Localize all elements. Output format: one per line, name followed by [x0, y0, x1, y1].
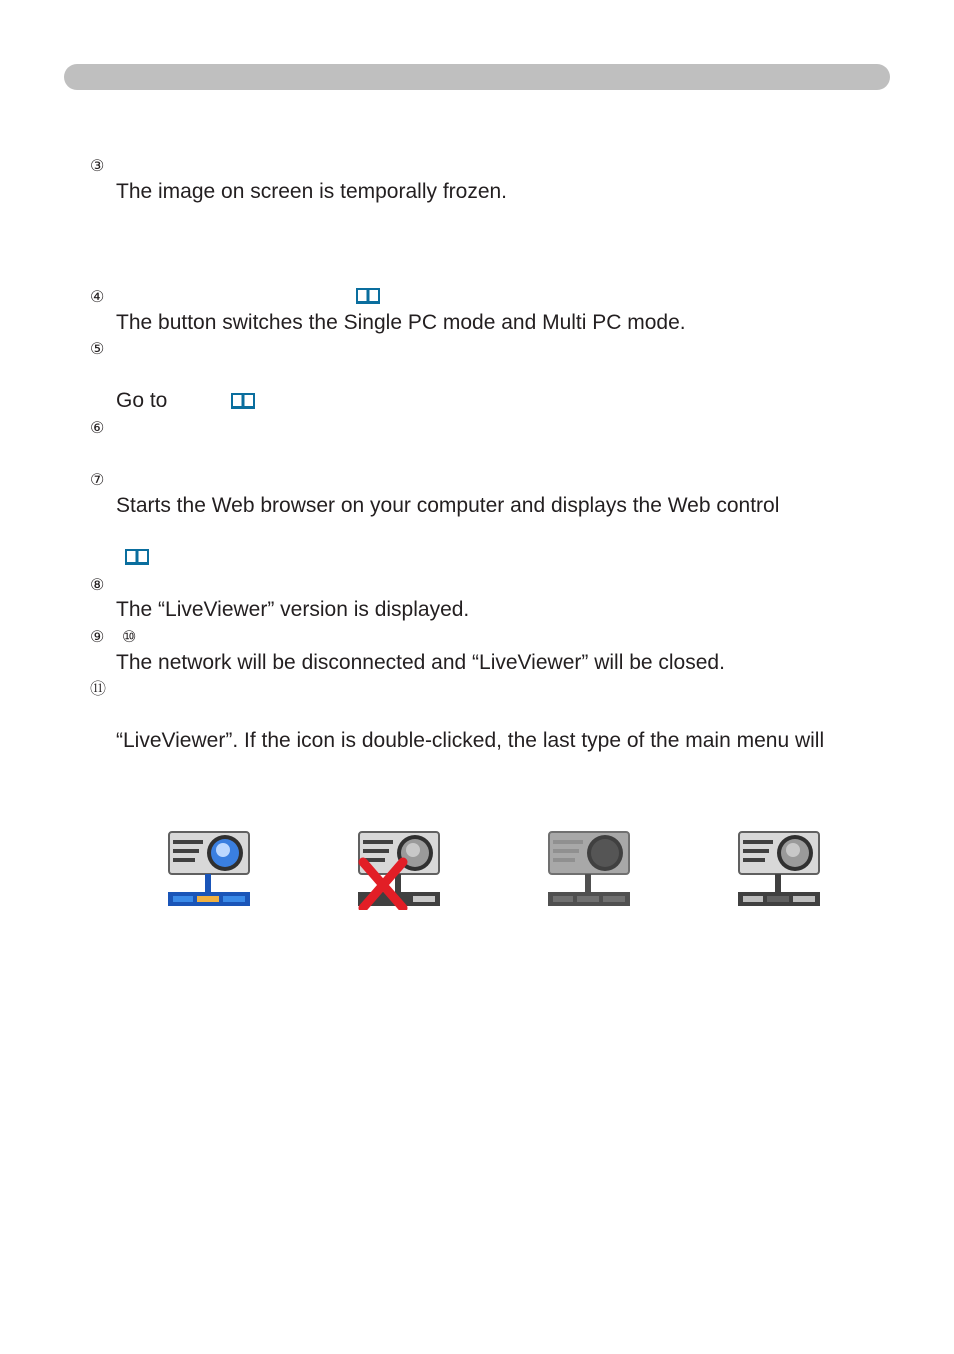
projector-network-connected-icon: [167, 830, 251, 910]
item-number-9: ⑨: [90, 627, 105, 646]
item-number-5: ⑤: [90, 339, 105, 358]
book-reference-icon[interactable]: [355, 286, 381, 306]
item-number-4: ④: [90, 287, 105, 306]
item-11-description: “LiveViewer”. If the icon is double-clicked, the last type of the main menu will: [116, 729, 825, 752]
section-header-bar: [64, 64, 890, 90]
item-number-3: ③: [90, 156, 105, 175]
item-number-8: ⑧: [90, 575, 105, 594]
projector-network-inactive-icon: [547, 830, 631, 910]
book-reference-icon[interactable]: [230, 391, 256, 411]
projector-network-idle-icon: [737, 830, 821, 910]
projector-network-disconnected-icon: [357, 830, 441, 910]
item-9-10-description: The network will be disconnected and “LiveViewer” will be closed.: [116, 651, 725, 674]
item-3-description: The image on screen is temporally frozen.: [116, 180, 508, 203]
item-number-11: ⑪: [90, 679, 107, 698]
item-4-description: The button switches the Single PC mode and Multi PC mode.: [116, 311, 686, 334]
item-5-description: Go to: [116, 389, 168, 412]
item-number-10: ⑩: [122, 627, 137, 646]
book-reference-icon[interactable]: [124, 547, 150, 567]
item-8-description: The “LiveViewer” version is displayed.: [116, 598, 470, 621]
item-7-description: Starts the Web browser on your computer and displays the Web control: [116, 494, 780, 517]
item-number-7: ⑦: [90, 470, 105, 489]
item-number-6: ⑥: [90, 418, 105, 437]
